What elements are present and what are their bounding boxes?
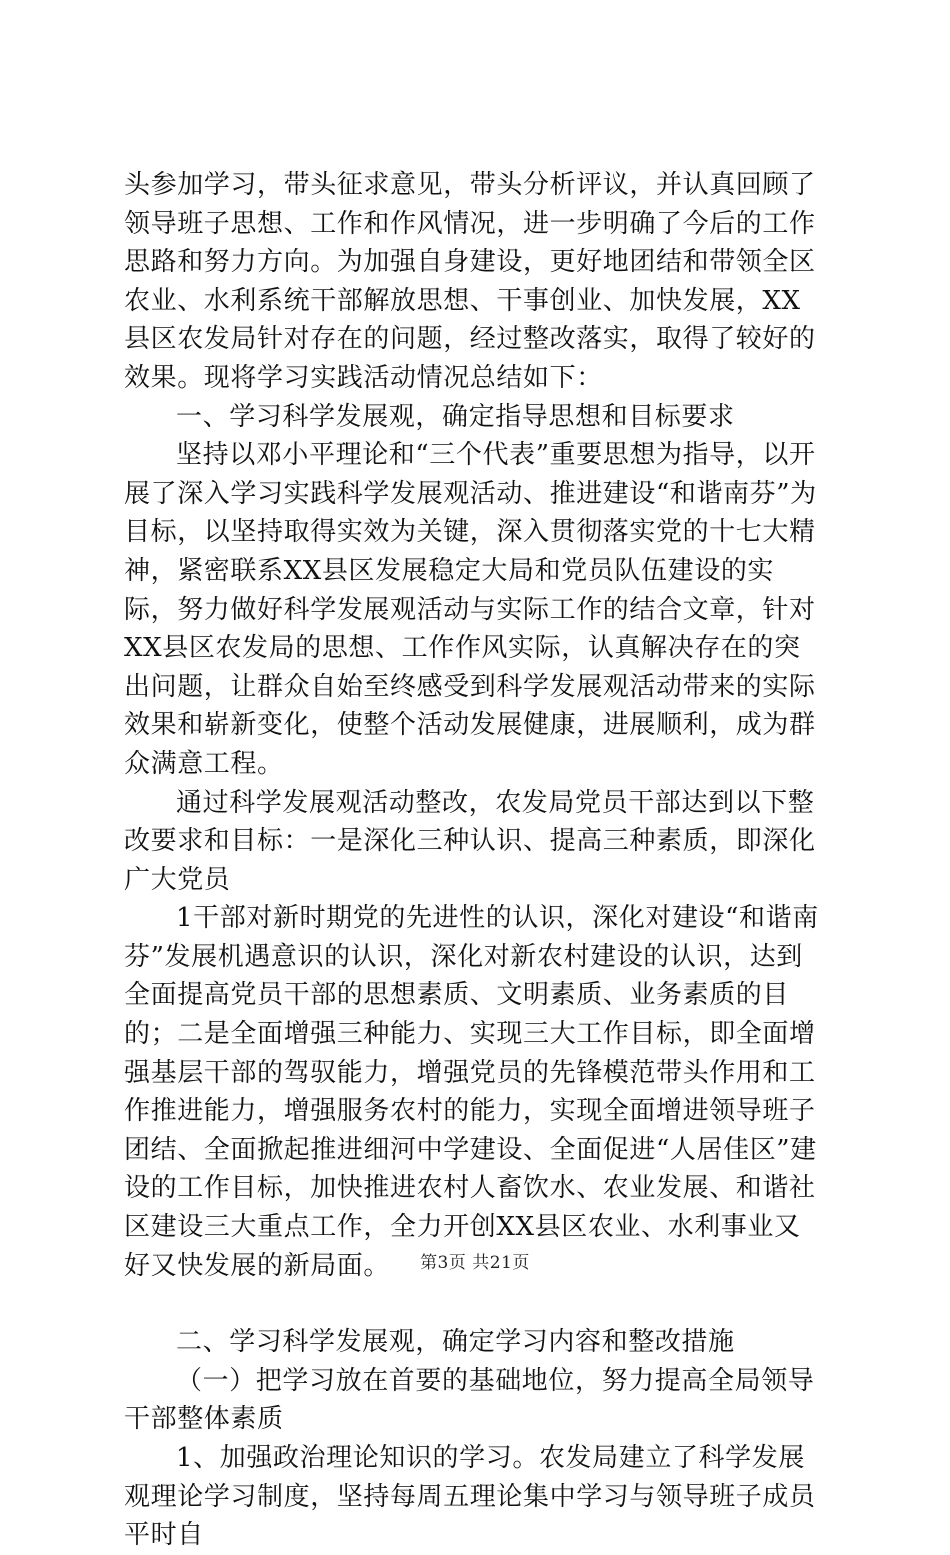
document-body bbox=[124, 166, 824, 1555]
section-heading-1: 一、学习科学发展观，确定指导思想和目标要求 bbox=[176, 401, 735, 432]
paragraph-continued-intro: 头参加学习，带头征求意见，带头分析评议，并认真回顾了领导班子思想、工作和作风情况，进一步明确了今后的工作思路和努力方向。为加强自身建设，更好地团结和带领全区农业、水利系统干部解放思想、干事创业、加快发展，XX县区农发局针对存在的问题，经过整改落实，取得了较好的效果。现将学习实践活动情况总结如下： bbox=[124, 170, 816, 393]
paragraph-goals: 通过科学发展观活动整改，农发局党员干部达到以下整改要求和目标：一是深化三种认识、提高三种素质，即深化广大党员 bbox=[124, 787, 816, 895]
subsection-heading-1: （一）把学习放在首要的基础地位，努力提高全局领导干部整体素质 bbox=[124, 1365, 815, 1435]
paragraph-guiding-thought: 坚持以邓小平理论和“三个代表”重要思想为指导，以开展了深入学习实践科学发展观活动、推进建设“和谐南芬”为目标，以坚持取得实效为关键，深入贯彻落实党的十七大精神，紧密联系XX县区发展稳定大局和党员队伍建设的实际，努力做好科学发展观活动与实际工作的结合文章，针对XX县区农发局的思想、工作作风实际，认真解决存在的突出问题，让群众自始至终感受到科学发展观活动带来的实际效果和崭新变化，使整个活动发展健康，进展顺利，成为群众满意工程。 bbox=[124, 440, 817, 779]
section-heading-2: 二、学习科学发展观，确定学习内容和整改措施 bbox=[176, 1327, 735, 1358]
page-number-footer: 第3页 共21页 bbox=[420, 1253, 530, 1273]
paragraph-goals-continued: 1干部对新时期党的先进性的认识，深化对建设“和谐南芬”发展机遇意识的认识，深化对新农村建设的认识，达到全面提高党员干部的思想素质、文明素质、业务素质的目的；二是全面增强三种能力、实现三大工作目标，即全面增强基层干部的驾驭能力，增强党员的先锋模范带头作用和工作推进能力，增强服务农村的能力，实现全面增进领导班子团结、全面掀起推进细河中学建设、全面促进“人居佳区”建设的工作目标，加快推进农村人畜饮水、农业发展、和谐社区建设三大重点工作，全力开创XX县区农业、水利事业又好又快发展的新局面。 bbox=[124, 903, 819, 1281]
paragraph-political-study: 1、加强政治理论知识的学习。农发局建立了科学发展观理论学习制度，坚持每周五理论集中学习与领导班子成员平时自 bbox=[124, 1443, 816, 1551]
